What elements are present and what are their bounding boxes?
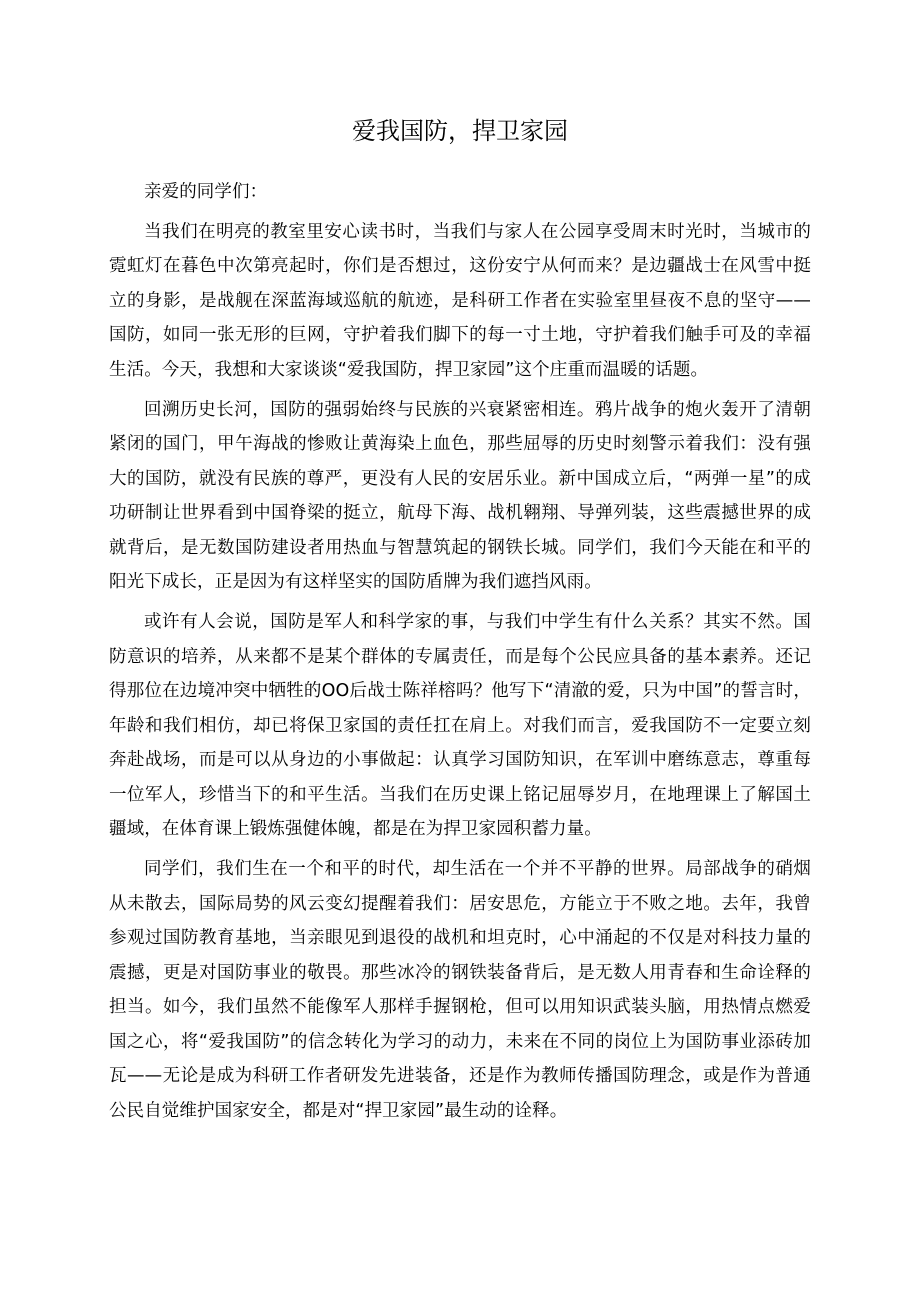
document-title: 爱我国防，捍卫家园 — [352, 117, 568, 145]
paragraph: 同学们，我们生在一个和平的时代，却生活在一个并不平静的世界。局部战争的硝烟从未散去，国际局势的风云变幻提醒着我们：居安思危，方能立于不败之地。去年，我曾参观过国防教育基地，当亲眼见到退役的战机和坦克时，心中涌起的不仅是对科技力量的震撼，更是对国防事业的敬畏。那些冰冷的钢铁装备背后，是无数人用青春和生命诠释的担当。如今，我们虽然不能像军人那样手握钢枪，但可以用知识武装头脑，用热情点燃爱国之心，将“爱我国防”的信念转化为学习的动力，未来在不同的岗位上为国防事业添砖加瓦——无论是成为科研工作者研发先进装备，还是作为教师传播国防理念，或是作为普通公民自觉维护国家安全，都是对“捍卫家园”最生动的诠释。 — [109, 859, 811, 1121]
document-body — [109, 175, 811, 1134]
paragraph: 回溯历史长河，国防的强弱始终与民族的兴衰紧密相连。鸦片战争的炮火轰开了清朝紧闭的国门，甲午海战的惨败让黄海染上血色，那些屈辱的历史时刻警示着我们：没有强大的国防，就没有民族的尊严，更没有人民的安居乐业。新中国成立后，“两弹一星”的成功研制让世界看到中国脊梁的挺立，航母下海、战机翱翔、导弹列装，这些震撼世界的成就背后，是无数国防建设者用热血与智慧筑起的钢铁长城。同学们，我们今天能在和平的阳光下成长，正是因为有这样坚实的国防盾牌为我们遮挡风雨。 — [109, 399, 811, 592]
paragraph: 或许有人会说，国防是军人和科学家的事，与我们中学生有什么关系？其实不然。国防意识的培养，从来都不是某个群体的专属责任，而是每个公民应具备的基本素养。还记得那位在边境冲突中牺牲的OO后战士陈祥榕吗？他写下“清澈的爱，只为中国”的誓言时，年龄和我们相仿，却已将保卫家国的责任扛在肩上。对我们而言，爱我国防不一定要立刻奔赴战场，而是可以从身边的小事做起：认真学习国防知识，在军训中磨练意志，尊重每一位军人，珍惜当下的和平生活。当我们在历史课上铭记屈辱岁月，在地理课上了解国土疆域，在体育课上锻炼强健体魄，都是在为捍卫家园积蓄力量。 — [109, 612, 811, 839]
greeting: 亲爱的同学们： — [144, 182, 268, 202]
paragraph: 当我们在明亮的教室里安心读书时，当我们与家人在公园享受周末时光时，当城市的霓虹灯在暮色中次第亮起时，你们是否想过，这份安宁从何而来？是边疆战士在风雪中挺立的身影，是战舰在深蓝海域巡航的航迹，是科研工作者在实验室里昼夜不息的坚守——国防，如同一张无形的巨网，守护着我们脚下的每一寸土地，守护着我们触手可及的幸福生活。今天，我想和大家谈谈“爱我国防，捍卫家园”这个庄重而温暖的话题。 — [109, 221, 811, 380]
